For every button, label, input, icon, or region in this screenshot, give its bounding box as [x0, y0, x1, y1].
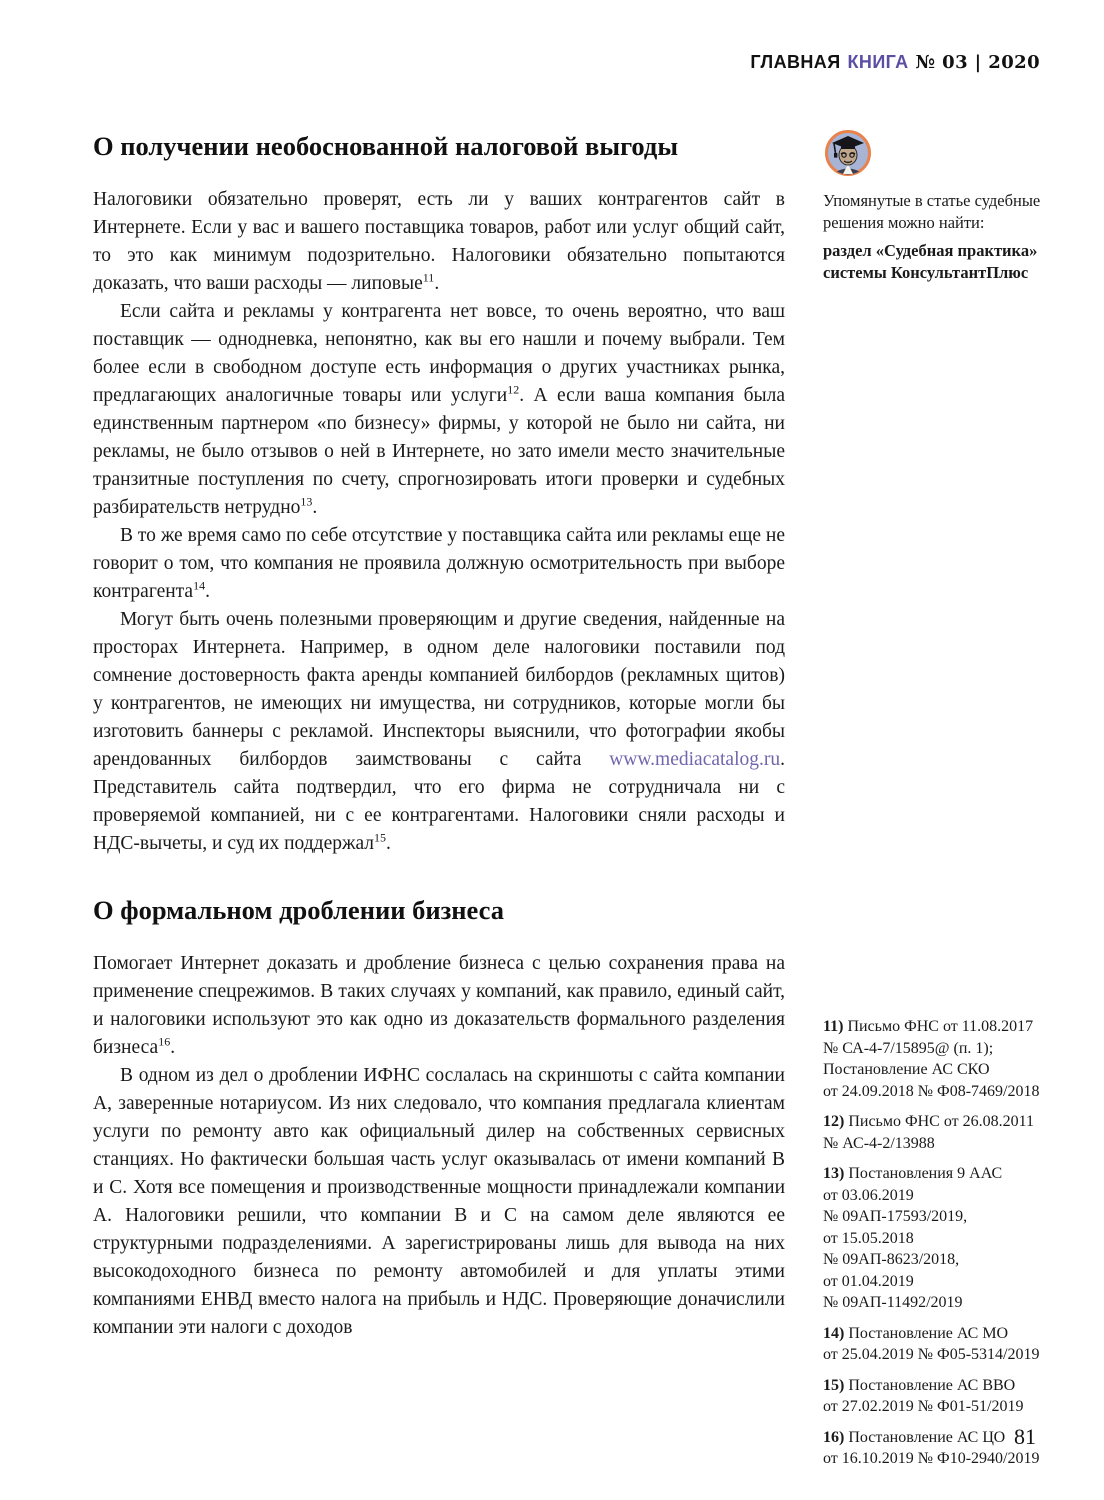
footnote-number: 11) [823, 1018, 844, 1035]
footnote: 12) Письмо ФНС от 26.08.2011 № АС-4-2/13988 [823, 1113, 1035, 1152]
sidebar-note-text: Упомянутые в статье судебные решения можно найти: [823, 191, 1041, 232]
footnote-number: 16) [823, 1428, 845, 1446]
sidebar-note [823, 128, 1047, 284]
external-link[interactable]: www.mediacatalog.ru [609, 749, 781, 770]
footnote-number: 14) [823, 1324, 845, 1342]
footnote-ref: 15 [374, 830, 387, 845]
magazine-masthead [750, 52, 1040, 73]
footnote-ref: 13 [300, 494, 313, 509]
paragraph: Помогает Интернет доказать и дробление бизнеса с целью сохранения права на применение спецрежимов. В таких случаях у компаний, как правило, единый сайт, и налоговики используют это как одно из доказательств формального разделения бизнеса$^{16}$. [93, 953, 785, 1058]
footnote: 15) Постановление АС ВВО от 27.02.2019 № Ф01-51/2019 [823, 1376, 1024, 1415]
footnote: 11) Письмо ФНС от 11.08.2017 № СА-4-7/15895@ (п. 1); Постановление АС СКО от 24.09.2018 № Ф08-7469/2018 [823, 1018, 1040, 1100]
footnote-ref: 14 [193, 578, 206, 593]
footnote: 14) Постановление АС МО от 25.04.2019 № Ф05-5314/2019 [823, 1324, 1040, 1363]
section-heading: О формальном дроблении бизнеса [93, 895, 504, 925]
judge-icon [823, 128, 873, 178]
paragraph: В одном из дел о дроблении ИФНС сослалась на скриншоты с сайта компании А, заверенные нотариусом. Из них следовало, что компания предлагала клиентам услуги по ремонту авто как официальный дилер на собственных сервисных станциях. Но фактически большая часть услуг оказывалась от имени компаний В и С. Хотя все помещения и производственные мощности принадлежали компании А. Налоговики решили, что компании В и С на самом деле являются ее структурными подразделениями. А зарегистрированы лишь для вывода на них высокодоходного бизнеса по ремонту автомобилей и для уплаты этими компаниями ЕНВД вместо налога на прибыль и НДС. Проверяющие доначислили компании эти налоги с доходов [93, 1065, 785, 1338]
footnote-number: 15) [823, 1376, 845, 1394]
article-body [93, 0, 785, 1342]
masthead-title-word2: КНИГА [847, 52, 909, 72]
page-number: 81 [1014, 1424, 1036, 1449]
footnote-number: 13) [823, 1165, 845, 1182]
section-heading: О получении необоснованной налоговой выгоды [93, 131, 679, 161]
sidebar-note-bold-text: раздел «Судебная практика» системы КонсультантПлюс [823, 241, 1038, 282]
paragraph: Налоговики обязательно проверят, есть ли у ваших контрагентов сайт в Интернете. Если у вас и вашего поставщика товаров, работ или услуг общий сайт, то это как минимум подозрительно. Налоговики обязательно попытаются доказать, что ваши расходы — липовые$^{11}$. [93, 189, 785, 294]
paragraph: Могут быть очень полезными проверяющим и другие сведения, найденные на просторах Интернета. Например, в одном деле налоговики поставили под сомнение достоверность факта аренды компанией билбордов (рекламных щитов) у контрагентов, не имеющих ни имущества, ни сотрудников, которые могли бы изготовить баннеры с рекламой. Инспекторы выяснили, что фотографии якобы арендованных билбордов заимствованы с сайта www.mediacatalog.ru. Представитель сайта подтвердил, что его фирма не сотрудничала ни с проверяемой компанией, ни с ее контрагентами. Налоговики сняли расходы и НДС-вычеты, и суд их поддержал$^{15}$. [93, 609, 785, 854]
masthead-issue: № 03 | 2020 [915, 52, 1040, 73]
paragraph: В то же время само по себе отсутствие у поставщика сайта или рекламы еще не говорит о том, что компания не проявила должную осмотрительность при выборе контрагента$^{14}$. [93, 525, 785, 602]
footnotes-column [823, 1016, 1053, 1479]
footnote-number: 12) [823, 1113, 845, 1130]
footnote-ref: 12 [507, 382, 520, 397]
paragraph: Если сайта и рекламы у контрагента нет вовсе, то очень вероятно, что ваш поставщик — однодневка, непонятно, как вы его нашли и почему выбрали. Тем более если в свободном доступе есть информация о других участниках рынка, предлагающих аналогичные товары или услуги$^{12}$. А если ваша компания была единственным партнером «по бизнесу» фирмы, у которой не было ни сайта, ни рекламы, не было отзывов о ней в Интернете, но зато имели место значительные транзитные поступления по счету, спрогнозировать итоги проверки и судебных разбирательств нетрудно$^{13}$. [93, 301, 785, 518]
footnote-ref: 16 [158, 1034, 171, 1049]
footnote-ref: 11 [422, 270, 435, 285]
footnote: 13) Постановления 9 ААС от 03.06.2019 № 09АП-17593/2019, от 15.05.2018 № 09АП-8623/2018, от 01.04.2019 № 09АП-11492/2019 [823, 1165, 1003, 1311]
footnote: 16) Постановление АС ЦО от 16.10.2019 № Ф10-2940/2019 [823, 1428, 1040, 1467]
masthead-title-word1: ГЛАВНАЯ [750, 52, 841, 72]
